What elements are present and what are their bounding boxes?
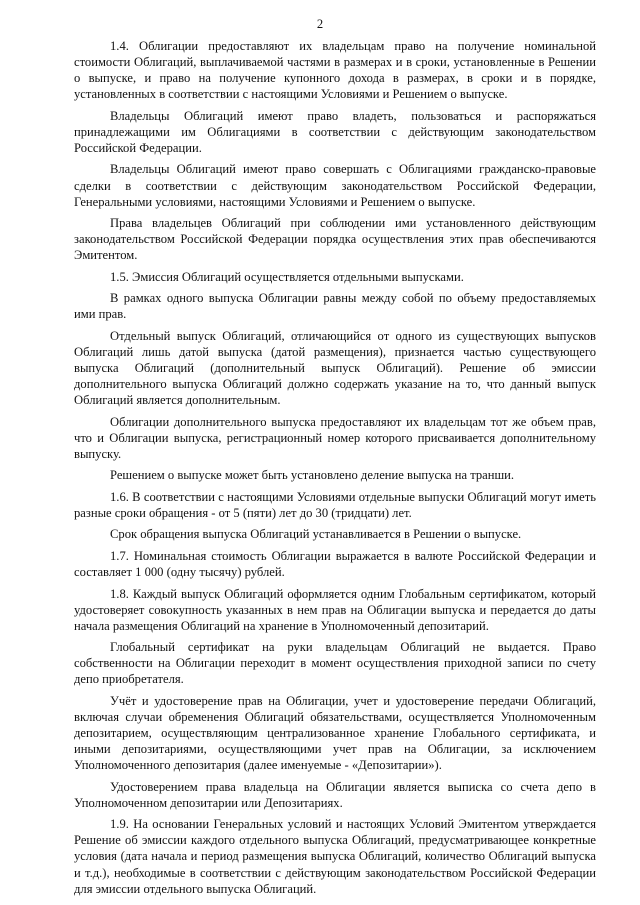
paragraph-1-5: 1.5. Эмиссия Облигаций осуществляется отдельными выпусками.	[110, 269, 464, 284]
paragraph-1-8: 1.8. Каждый выпуск Облигаций оформляется одним Глобальным сертификатом, который удостоверяет совокупность указанных в нем прав на Облигации выпуска и передается до даты начала размещения Облигаций на хранение в Уполномоченный депозитарий.	[74, 586, 596, 633]
paragraph-1-9: 1.9. На основании Генеральных условий и настоящих Условий Эмитентом утверждается Решение об эмиссии каждого отдельного выпуска Облигаций, предусматривающее конкретные условия (дата начала и период размещения выпуска Облигаций, количество Облигаций выпуска и т.д.), необходимые в соответствии с действующим законодательством Российской Федерации для эмиссии отдельного выпуска Облигаций.	[74, 817, 596, 896]
paragraph-rights-ensured: Права владельцев Облигаций при соблюдении ими установленного действующим законодательством Российской Федерации порядка осуществления этих прав обеспечиваются Эмитентом.	[74, 216, 596, 263]
paragraph-accounting-rights: Учёт и удостоверение прав на Облигации, учет и удостоверение передачи Облигаций, включая случаи обременения Облигаций обязательствами, осуществляется Уполномоченным депозитарием, осуществляющим централизованное хранение Глобального сертификата, и иными депозитариями, осуществляющими учет прав на Облигации, за исключением Уполномоченного депозитария (далее именуемые - «Депозитарии»).	[74, 693, 596, 773]
paragraph-1-4: 1.4. Облигации предоставляют их владельцам право на получение номинальной стоимости Облигаций, выплачиваемой частями в размерах и в сроки, установленные в Решении о выпуске, и право на получение купонного дохода в размерах, в сроки и в порядке, установленных в соответствии с настоящими Условиями и Решением о выпуске.	[74, 39, 596, 102]
paragraph-additional-issue: Отдельный выпуск Облигаций, отличающийся от одного из существующих выпусков Облигаций лишь датой выпуска (датой размещения), признается частью существующего выпуска Облигаций (дополнительный выпуск Облигаций). Решение об эмиссии дополнительного выпуска Облигаций должно содержать указание на то, что данный выпуск Облигаций является дополнительным.	[74, 328, 596, 408]
paragraph-owners-rights: Владельцы Облигаций имеют право владеть, пользоваться и распоряжаться принадлежащими им Облигациями в соответствии с действующим законодательством Российской Федерации.	[74, 108, 596, 155]
paragraph-owners-transactions: Владельцы Облигаций имеют право совершать с Облигациями гражданско-правовые сделки в соответствии с действующим законодательством Российской Федерации, Генеральными условиями, настоящими Условиями и Решением о выпуске.	[74, 162, 596, 209]
document-body	[74, 38, 596, 902]
paragraph-circulation-term: Срок обращения выпуска Облигаций устанавливается в Решении о выпуске.	[110, 527, 522, 542]
paragraph-equal-rights: В рамках одного выпуска Облигации равны между собой по объему предоставляемых ими прав.	[74, 291, 596, 322]
paragraph-global-certificate: Глобальный сертификат на руки владельцам Облигаций не выдается. Право собственности на Облигации переходит в момент осуществления приходной записи по счету депо приобретателя.	[74, 640, 596, 687]
paragraph-additional-issue-rights: Облигации дополнительного выпуска предоставляют их владельцам тот же объем прав, что и Облигации выпуска, регистрационный номер которого присваивается дополнительному выпуску.	[74, 414, 596, 461]
paragraph-1-6: 1.6. В соответствии с настоящими Условиями отдельные выпуски Облигаций могут иметь разные сроки обращения - от 5 (пяти) лет до 30 (тридцати) лет.	[74, 489, 596, 520]
page-number: 2	[316, 17, 324, 31]
paragraph-1-7: 1.7. Номинальная стоимость Облигации выражается в валюте Российской Федерации и составляет 1 000 (одну тысячу) рублей.	[74, 548, 596, 580]
paragraph-depo-extract: Удостоверением права владельца на Облигации является выписка со счета депо в Уполномоченном депозитарии или Депозитариях.	[74, 779, 596, 810]
paragraph-tranches: Решением о выпуске может быть установлено деление выпуска на транши.	[110, 468, 515, 483]
